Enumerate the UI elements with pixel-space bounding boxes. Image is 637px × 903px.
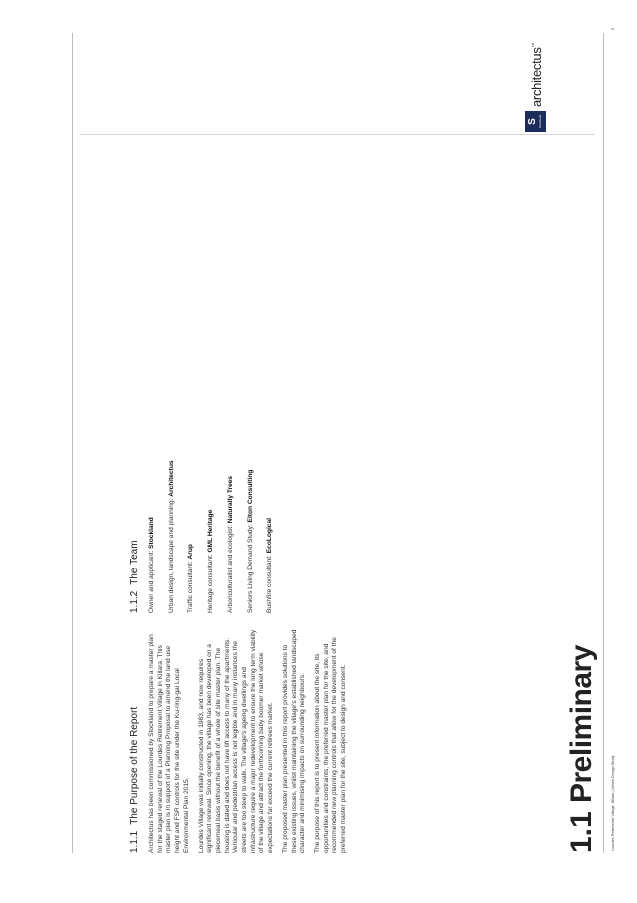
team-role: Arboriculturalist and ecologist: [226,525,234,613]
team-column [129,383,286,613]
team-company: Arup [187,544,195,560]
team-member [148,383,157,613]
purpose-paragraph-1: Architectus has been commissioned by Stockland to prepare a master plan for the staged renewal of the Lourdes Retirement Village in Killara. This master plan is in support of a Planning Proposal to amend the land use height and FSR controls for the site under the Ku-ring-gai Local Environmental Plan 2015. [148,634,190,853]
purpose-title: The Purpose of the Report [129,706,140,825]
top-rule [72,33,73,853]
page-number: 5 [611,27,615,30]
team-member [168,383,177,613]
purpose-paragraph-3: The proposed master plan presented in this report provides solutions to these existing issues, whilst maintaining the village's established landscaped character and minimising impacts on surrounding neighbours. [281,629,307,853]
team-company: GML Heritage [207,509,215,553]
column-divider [80,134,595,135]
purpose-paragraph-2: Lourdes Village was initially constructed in 1983, and now requires significant renewal. Since opening, the village has been developed on a piecemeal basis without the benefit of a whole of site master plan. The housing is dated and does not have lift access to many of the apartments. Vehicular and pedestrian access is not legible and in many instances the streets are too steep to walk. The village's ageing dwellings and infrastructure require a major redevelopment to ensure the long term viability of the village and attract the forthcoming baby boomer market whose expectations far exceed the current retirees market. [197,629,275,853]
footer-document-title: Lourdes Retirement Village, Killara | Urban Design Study [611,755,615,851]
stockland-logo-mark: S [527,118,538,125]
team-company: EcoLogical [266,518,274,554]
purpose-paragraph-4: The purpose of this report is to present information about the site, its opportunities and constraints, the preferred master plan for the site, and recommended new planning controls that allow for the development of the preferred master plan for the site, subject to design and consent. [313,637,348,853]
team-heading [129,383,141,613]
architectus-wordmark [529,43,544,107]
section-title: Preliminary [565,645,598,803]
team-member [187,383,196,613]
team-title: The Team [129,540,140,585]
trademark: ™ [531,42,538,48]
team-company: Naturally Trees [226,475,234,524]
team-role: Owner and applicant: [148,550,155,613]
section-number: 1.1 [565,811,598,853]
bottom-rule [603,33,604,853]
team-member [227,383,236,613]
team-member [207,383,216,613]
team-company: Elton Consulting [246,469,254,523]
team-member [247,383,256,613]
team-company: Stockland [148,517,155,549]
team-role: Seniors Living Demand Study: [246,524,254,613]
team-role: Traffic consultant: [187,561,195,613]
team-role: Heritage consultant: [207,554,215,613]
team-member [266,383,275,613]
team-company: Architectus [167,460,175,497]
purpose-column [129,628,355,853]
purpose-number: 1.1.1 [129,830,140,853]
stockland-logo [525,111,546,132]
team-number: 1.1.2 [129,590,140,613]
brand-name: architectus [529,47,544,107]
stockland-logo-text: Stockland [538,114,542,129]
team-role: Bushfire consultant: [266,555,274,613]
team-role: Urban design, landscape and planning: [167,498,175,613]
purpose-heading [129,628,141,853]
